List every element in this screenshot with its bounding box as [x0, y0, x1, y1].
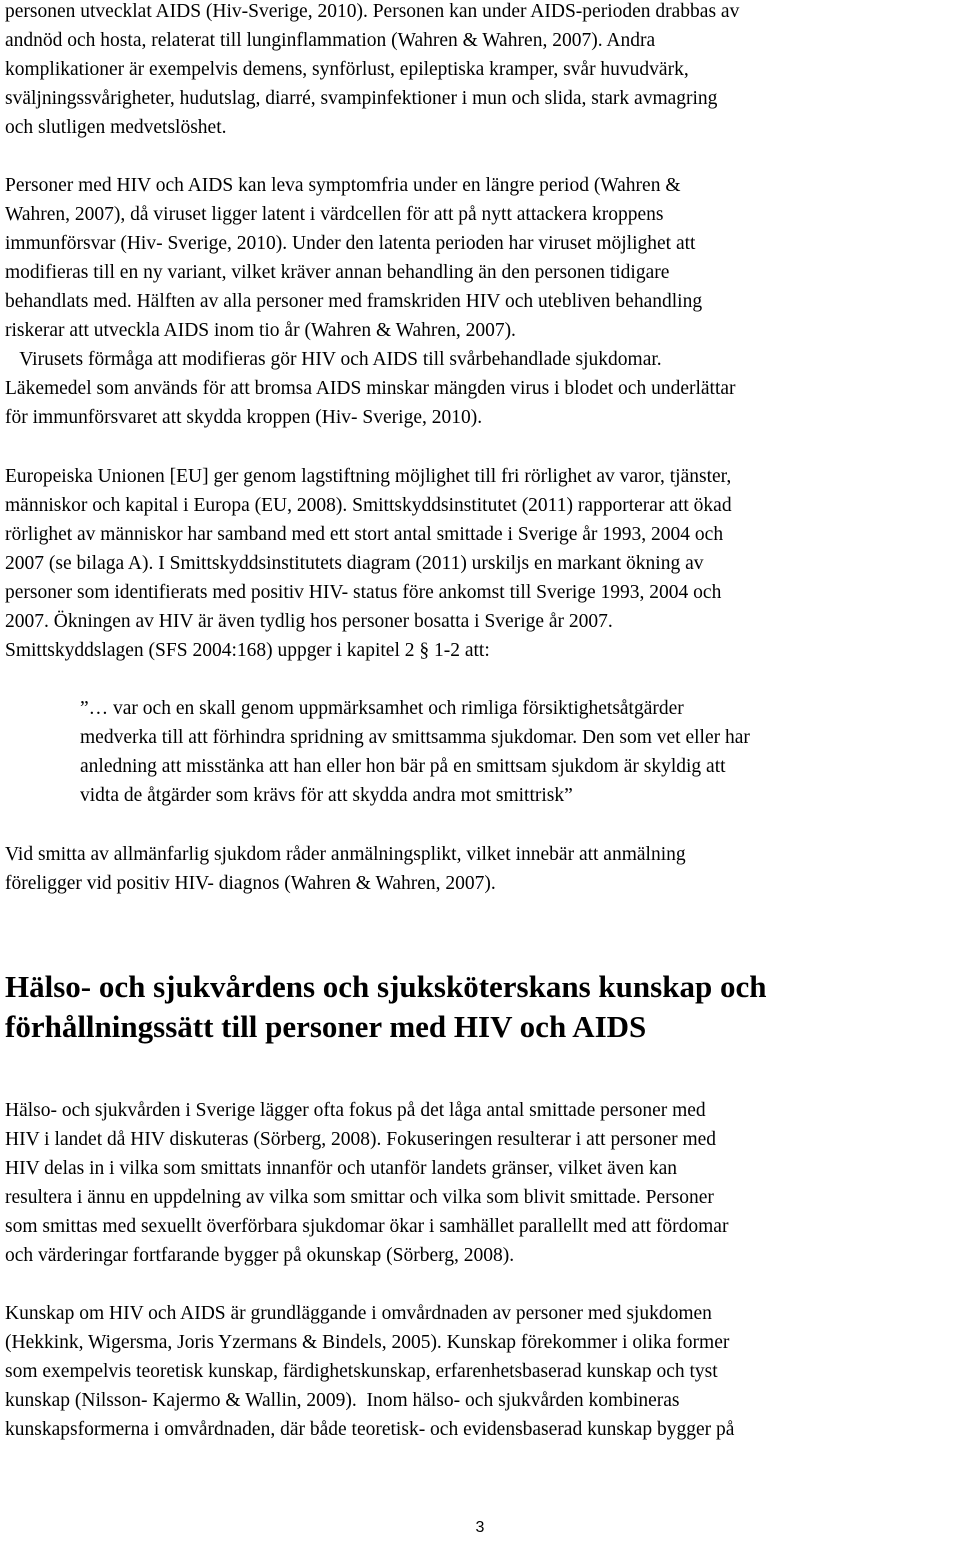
text-line: andnöd och hosta, relaterat till lunginflammation (Wahren & Wahren, 2007). Andra [5, 30, 656, 51]
quote-line: vidta de åtgärder som krävs för att skydda andra mot smittrisk” [80, 785, 573, 806]
text-line: och värderingar fortfarande bygger på okunskap (Sörberg, 2008). [5, 1245, 515, 1266]
text-line: föreligger vid positiv HIV- diagnos (Wahren & Wahren, 2007). [5, 873, 496, 894]
text-line: komplikationer är exempelvis demens, synförlust, epileptiska kramper, svår huvudvärk, [5, 59, 689, 80]
text-line: Läkemedel som används för att bromsa AIDS minskar mängden virus i blodet och underlättar [5, 378, 736, 399]
text-line: kunskapsformerna i omvårdnaden, där både teoretisk- och evidensbaserad kunskap bygger på [5, 1419, 735, 1440]
text-line: och slutligen medvetslöshet. [5, 117, 227, 138]
text-line: som exempelvis teoretisk kunskap, färdighetskunskap, erfarenhetsbaserad kunskap och tyst [5, 1361, 718, 1382]
law-quote [80, 694, 958, 810]
text-line: modifieras till en ny variant, vilket kräver annan behandling än den personen tidigare [5, 262, 670, 283]
text-line: Virusets förmåga att modifieras gör HIV och AIDS till svårbehandlade sjukdomar. [5, 349, 662, 370]
text-line: personer som identifierats med positiv HIV- status före ankomst till Sverige 1993, 2004 och [5, 582, 722, 603]
heading-line: Hälso- och sjukvårdens och sjuksköterskans kunskap och [5, 969, 767, 1004]
text-line: Wahren, 2007), då viruset ligger latent i värdcellen för att på nytt attackera kroppens [5, 204, 664, 225]
text-line: HIV delas in i vilka som smittats innanför och utanför landets gränser, vilket även kan [5, 1158, 677, 1179]
text-line: personen utvecklat AIDS (Hiv-Sverige, 2010). Personen kan under AIDS-perioden drabbas av [5, 1, 740, 22]
body-paragraph-1 [5, 0, 957, 142]
text-line: 2007. Ökningen av HIV är även tydlig hos personer bosatta i Sverige år 2007. [5, 611, 613, 632]
text-line: Hälso- och sjukvården i Sverige lägger ofta fokus på det låga antal smittade personer med [5, 1100, 706, 1121]
body-paragraph-4 [5, 840, 957, 898]
heading-line: förhållningssätt till personer med HIV och AIDS [5, 1009, 647, 1044]
text-line: behandlats med. Hälften av alla personer med framskriden HIV och utebliven behandling [5, 291, 703, 312]
text-line: 2007 (se bilaga A). I Smittskyddsinstitutets diagram (2011) urskiljs en markant ökning av [5, 553, 704, 574]
text-line: (Hekkink, Wigersma, Joris Yzermans & Bindels, 2005). Kunskap förekommer i olika former [5, 1332, 730, 1353]
text-line: HIV i landet då HIV diskuteras (Sörberg, 2008). Fokuseringen resulterar i att personer med [5, 1129, 717, 1150]
body-paragraph-2 [5, 171, 957, 432]
text-line: resultera i ännu en uppdelning av vilka som smittar och vilka som blivit smittade. Personer [5, 1187, 714, 1208]
text-line: Personer med HIV och AIDS kan leva symptomfria under en längre period (Wahren & [5, 175, 681, 196]
section-heading [5, 967, 957, 1047]
section-paragraph-2 [5, 1299, 957, 1444]
text-line: Vid smitta av allmänfarlig sjukdom råder anmälningsplikt, vilket innebär att anmälning [5, 844, 686, 865]
text-line: rörlighet av människor har samband med ett stort antal smittade i Sverige år 1993, 2004 och [5, 524, 724, 545]
text-line: Europeiska Unionen [EU] ger genom lagstiftning möjlighet till fri rörlighet av varor, tjänster, [5, 466, 732, 487]
body-paragraph-3 [5, 462, 957, 665]
text-line: som smittas med sexuellt överförbara sjukdomar ökar i samhället parallellt med att fördomar [5, 1216, 729, 1237]
page-number: 3 [475, 1519, 485, 1536]
section-paragraph-1 [5, 1096, 957, 1270]
text-line: för immunförsvaret att skydda kroppen (Hiv- Sverige, 2010). [5, 407, 483, 428]
quote-line: ”… var och en skall genom uppmärksamhet och rimliga försiktighetsåtgärder [80, 698, 684, 719]
text-line: Smittskyddslagen (SFS 2004:168) uppger i kapitel 2 § 1-2 att: [5, 640, 490, 661]
text-line: sväljningssvårigheter, hudutslag, diarré, svampinfektioner i mun och slida, stark avmagring [5, 88, 718, 109]
quote-line: anledning att misstänka att han eller hon bär på en smittsam sjukdom är skyldig att [80, 756, 726, 777]
text-line: människor och kapital i Europa (EU, 2008). Smittskyddsinstitutet (2011) rapporterar att ökad [5, 495, 732, 516]
text-line: immunförsvar (Hiv- Sverige, 2010). Under den latenta perioden har viruset möjlighet att [5, 233, 696, 254]
text-line: Kunskap om HIV och AIDS är grundläggande i omvårdnaden av personer med sjukdomen [5, 1303, 712, 1324]
text-line: riskerar att utveckla AIDS inom tio år (Wahren & Wahren, 2007). [5, 320, 516, 341]
quote-line: medverka till att förhindra spridning av smittsamma sjukdomar. Den som vet eller har [80, 727, 750, 748]
text-line: kunskap (Nilsson- Kajermo & Wallin, 2009). Inom hälso- och sjukvården kombineras [5, 1390, 680, 1411]
